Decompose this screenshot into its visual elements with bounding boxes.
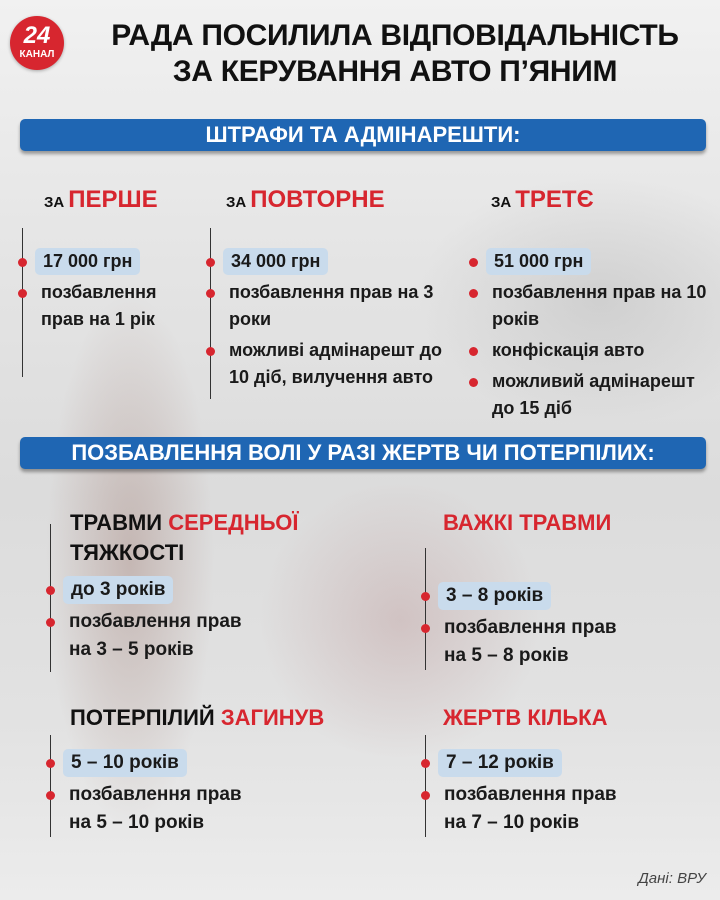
list-item: позбавлення прав на 10 років (474, 279, 718, 333)
title-line-2: ЗА КЕРУВАННЯ АВТО П’ЯНИМ (172, 55, 618, 88)
text: на 5 – 8 років (444, 645, 569, 666)
text: 34 000 грн (223, 248, 328, 275)
title-line-1: РАДА ПОСИЛИЛА ВІДПОВІДАЛЬНІСТЬ (111, 19, 679, 52)
term-item (426, 749, 715, 777)
case-victim-died (50, 703, 380, 841)
column-heading (226, 186, 450, 214)
list-item: можливі адмінарешт до 10 діб, вилучення авто (211, 337, 450, 391)
fine-item (474, 248, 718, 275)
list-item (426, 781, 715, 837)
timeline (473, 228, 718, 422)
text: позбавлення прав (444, 617, 617, 638)
timeline (50, 735, 380, 837)
case-moderate-injuries (50, 508, 380, 672)
text: позбавлення прав (69, 784, 242, 805)
fines-column-first (22, 186, 202, 377)
text: на 7 – 10 років (444, 812, 580, 833)
term-item (426, 582, 715, 610)
text: ЖЕРТВ КІЛЬКА (443, 705, 608, 730)
text: позбавлення прав (69, 611, 242, 632)
text: ТЯЖКОСТІ (70, 540, 185, 565)
text: СЕРЕДНЬОЇ (168, 510, 299, 535)
text: до 3 років (63, 576, 173, 604)
text: ЗА (491, 194, 512, 211)
list-item: можливий адмінарешт до 15 діб (474, 368, 718, 422)
timeline (50, 524, 380, 672)
list-item (51, 608, 380, 664)
text: ЗА (226, 194, 247, 211)
text: 3 – 8 років (438, 582, 551, 610)
logo-number: 24 (23, 22, 51, 49)
text: позбавлення прав (444, 784, 617, 805)
prison-heading-bar: ПОЗБАВЛЕННЯ ВОЛІ У РАЗІ ЖЕРТВ ЧИ ПОТЕРПІЛИХ: (20, 437, 706, 469)
text: 17 000 грн (35, 248, 140, 275)
text: 7 – 12 років (438, 749, 562, 777)
text: ПОВТОРНЕ (250, 186, 385, 213)
fines-column-repeat (210, 186, 450, 399)
term-item (51, 749, 380, 777)
text: ВАЖКІ ТРАВМИ (443, 510, 612, 535)
text: ТРЕТЄ (515, 186, 594, 213)
page-title (70, 18, 720, 90)
list-item (51, 781, 380, 837)
text: ПЕРШЕ (68, 186, 158, 213)
case-multiple-victims (425, 703, 715, 841)
fine-item (23, 248, 202, 275)
list-item: позбавлення прав на 1 рік (23, 279, 202, 333)
text: 51 000 грн (486, 248, 591, 275)
list-item: конфіскація авто (474, 337, 718, 364)
fines-column-third (473, 186, 718, 426)
timeline (425, 548, 715, 670)
case-heading (70, 703, 380, 733)
text: 5 – 10 років (63, 749, 187, 777)
text: ЗАГИНУВ (220, 705, 325, 730)
case-heading (443, 703, 715, 733)
fines-heading-bar: ШТРАФИ ТА АДМІНАРЕШТИ: (20, 119, 706, 151)
text: ТРАВМИ (70, 510, 169, 535)
case-severe-injuries (425, 508, 715, 674)
list-item (426, 614, 715, 670)
text: на 5 – 10 років (69, 812, 205, 833)
fine-item (211, 248, 450, 275)
column-heading (491, 186, 718, 214)
logo-name: КАНАЛ (19, 49, 55, 60)
channel-24-logo (10, 16, 64, 70)
timeline (22, 228, 202, 377)
list-item: позбавлення прав на 3 роки (211, 279, 450, 333)
term-item (51, 576, 380, 604)
text: на 3 – 5 років (69, 639, 194, 660)
timeline (210, 228, 450, 399)
column-heading (44, 186, 202, 214)
text: ПОТЕРПІЛИЙ (70, 705, 221, 730)
source-note: Дані: ВРУ (638, 870, 706, 887)
timeline (425, 735, 715, 837)
case-heading (443, 508, 715, 538)
text: ЗА (44, 194, 65, 211)
